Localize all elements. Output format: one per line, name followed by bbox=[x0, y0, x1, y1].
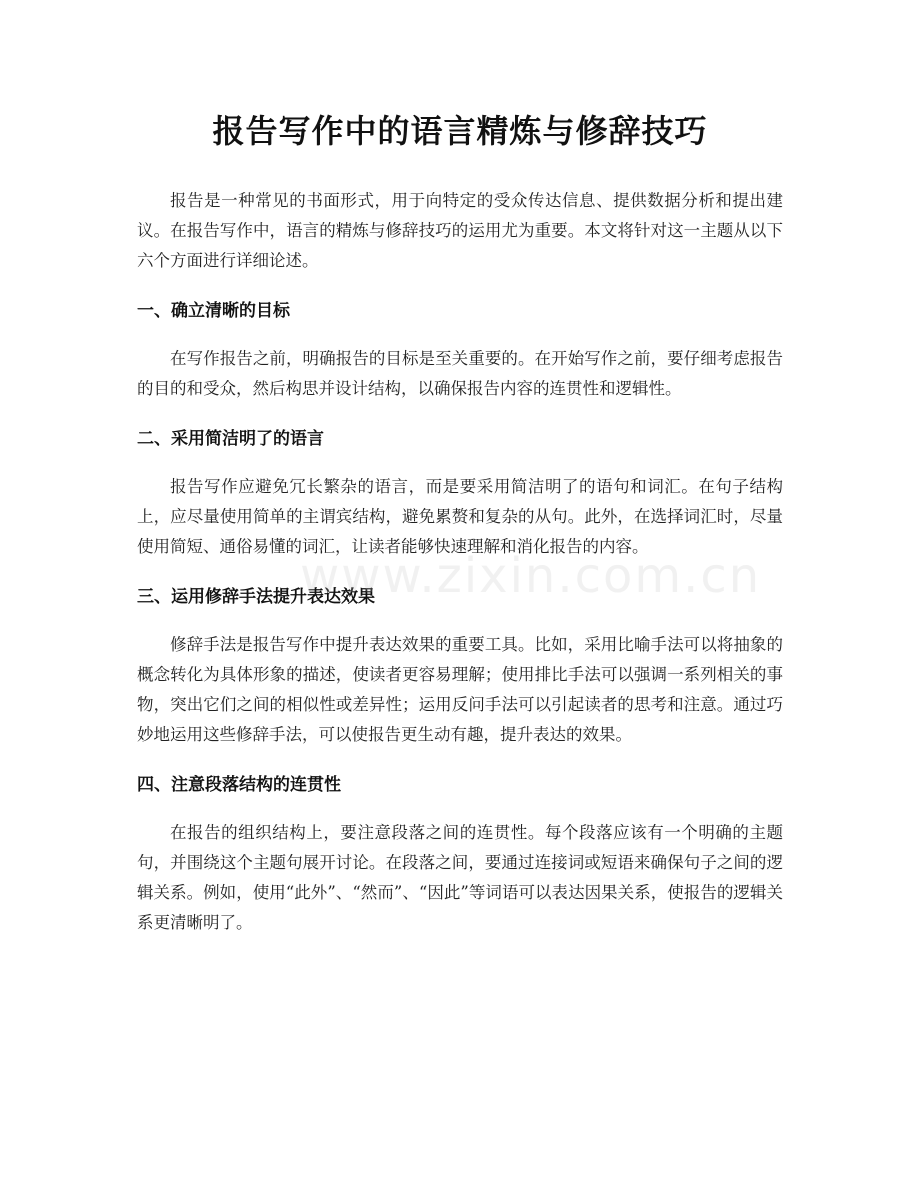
section-heading: 四、注意段落结构的连贯性 bbox=[137, 775, 341, 795]
section-paragraph: 修辞手法是报告写作中提升表达效果的重要工具。比如，采用比喻手法可以将抽象的概念转化为具体形象的描述，使读者更容易理解；使用排比手法可以强调一系列相关的事物，突出它们之间的相似性或差异性；运用反问手法可以引起读者的思考和注意。通过巧妙地运用这些修辞手法，可以使报告更生动有趣，提升表达的效果。 bbox=[137, 635, 783, 744]
watermark: www.zixin.com.cn bbox=[300, 548, 762, 604]
section-heading: 三、运用修辞手法提升表达效果 bbox=[137, 587, 375, 607]
section-heading: 二、采用简洁明了的语言 bbox=[137, 429, 324, 449]
section-3 bbox=[137, 584, 783, 750]
document-title: 报告写作中的语言精炼与修辞技巧 bbox=[212, 112, 708, 150]
section-1 bbox=[137, 298, 783, 404]
section-paragraph: 在写作报告之前，明确报告的目标是至关重要的。在开始写作之前，要仔细考虑报告的目的和受众，然后构思并设计结构，以确保报告内容的连贯性和逻辑性。 bbox=[137, 349, 783, 398]
section-4 bbox=[137, 772, 783, 938]
section-2 bbox=[137, 426, 783, 562]
section-paragraph: 在报告的组织结构上，要注意段落之间的连贯性。每个段落应该有一个明确的主题句，并围绕这个主题句展开讨论。在段落之间，要通过连接词或短语来确保句子之间的逻辑关系。例如，使用“此外”、“然而”、“因此”等词语可以表达因果关系，使报告的逻辑关系更清晰明了。 bbox=[137, 823, 783, 932]
intro-paragraph: 报告是一种常见的书面形式，用于向特定的受众传达信息、提供数据分析和提出建议。在报告写作中，语言的精炼与修辞技巧的运用尤为重要。本文将针对这一主题从以下六个方面进行详细论述。 bbox=[137, 191, 783, 270]
section-paragraph: 报告写作应避免冗长繁杂的语言，而是要采用简洁明了的语句和词汇。在句子结构上，应尽量使用简单的主谓宾结构，避免累赘和复杂的从句。此外，在选择词汇时，尽量使用简短、通俗易懂的词汇，让读者能够快速理解和消化报告的内容。 bbox=[137, 477, 783, 556]
section-heading: 一、确立清晰的目标 bbox=[137, 301, 290, 321]
